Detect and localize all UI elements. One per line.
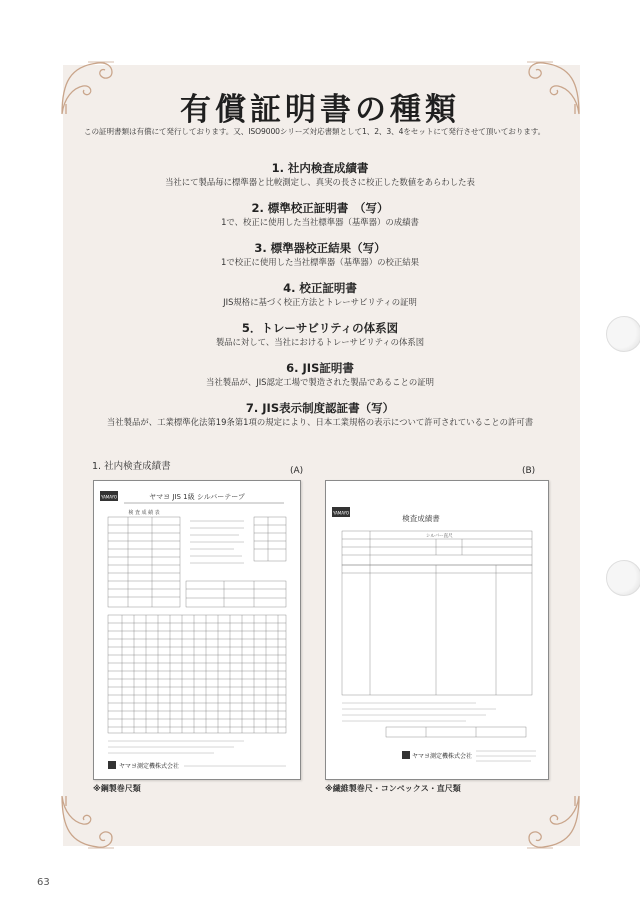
certificate-item-2 bbox=[70, 200, 570, 228]
certificate-description: 当社製品が、工業標準化法第19条第1項の規定により、日本工業規格の表示について許可されていることの許可書 bbox=[106, 417, 534, 427]
sample-document-b bbox=[325, 480, 549, 780]
doc-b-header: 検査成績書 bbox=[402, 514, 440, 523]
certificate-title: 4. 校正証明書 bbox=[283, 281, 357, 295]
sample-a-caption: ※鋼製巻尺類 bbox=[93, 784, 141, 793]
doc-a-header: ヤマヨ JIS 1級 シルバーテープ bbox=[149, 493, 245, 501]
certificate-item-7 bbox=[70, 400, 570, 428]
certificate-description: 製品に対して、当社におけるトレーサビリティの体系図 bbox=[215, 337, 425, 347]
certificate-title: 2. 標準校正証明書 （写） bbox=[251, 201, 389, 215]
doc-a-company: ヤマヨ測定機株式会社 bbox=[119, 763, 180, 770]
doc-b-company: ヤマヨ測定機株式会社 bbox=[412, 753, 473, 760]
sample-b-caption: ※繊維製巻尺・コンベックス・直尺類 bbox=[325, 784, 461, 793]
certificate-description: 1で、校正に使用した当社標準器（基準器）の成績書 bbox=[221, 217, 419, 227]
certificate-description: 当社にて製品毎に標準器と比較測定し、真実の長さに校正した数値をあらわした表 bbox=[165, 177, 475, 187]
certificate-item-6 bbox=[70, 360, 570, 388]
certificate-item-3 bbox=[70, 240, 570, 268]
page-number: 63 bbox=[37, 877, 50, 888]
certificate-title: 6. JIS証明書 bbox=[286, 361, 354, 375]
certificate-title: 7. JIS表示制度認証書（写） bbox=[245, 401, 395, 415]
certificate-description: JIS規格に基づく校正方法とトレーサビリティの証明 bbox=[223, 297, 417, 307]
certificate-title: 3. 標準器校正結果（写） bbox=[254, 241, 386, 255]
page-title: 有償証明書の種類 bbox=[180, 92, 460, 128]
certificate-list bbox=[70, 160, 570, 440]
sample-section-label: 1. 社内検査成績書 bbox=[92, 461, 171, 472]
intro-text: この証明書類は有償にて発行しております。又、ISO9000シリーズ対応書類として1、2、3、4をセットにて発行させて頂いております。 bbox=[84, 127, 546, 136]
logo-a-text: YAMAYO bbox=[100, 494, 118, 500]
certificate-title: 1. 社内検査成績書 bbox=[271, 161, 369, 175]
certificate-item-1 bbox=[70, 160, 570, 188]
sample-a-label: (A) bbox=[290, 466, 304, 476]
binder-hole bbox=[606, 560, 640, 596]
sample-b-label: (B) bbox=[522, 466, 536, 476]
corner-ornament-bottom-right bbox=[523, 792, 583, 852]
corner-ornament-bottom-left bbox=[58, 792, 118, 852]
doc-a-sub: 検 査 成 績 表 bbox=[128, 510, 160, 516]
corner-ornament-top-left bbox=[58, 58, 118, 118]
certificate-description: 当社製品が、JIS認定工場で製造された製品であることの証明 bbox=[205, 377, 434, 387]
certificate-title: 5．トレーサビリティの体系図 bbox=[241, 321, 399, 335]
logo-b-text: YAMAYO bbox=[332, 510, 350, 516]
doc-b-product: シルバー直尺 bbox=[426, 534, 453, 539]
binder-hole bbox=[606, 316, 640, 352]
corner-ornament-top-right bbox=[523, 58, 583, 118]
certificate-description: 1で校正に使用した当社標準器（基準器）の校正結果 bbox=[221, 257, 419, 267]
certificate-item-5 bbox=[70, 320, 570, 348]
certificate-item-4 bbox=[70, 280, 570, 308]
sample-document-a bbox=[93, 480, 301, 780]
